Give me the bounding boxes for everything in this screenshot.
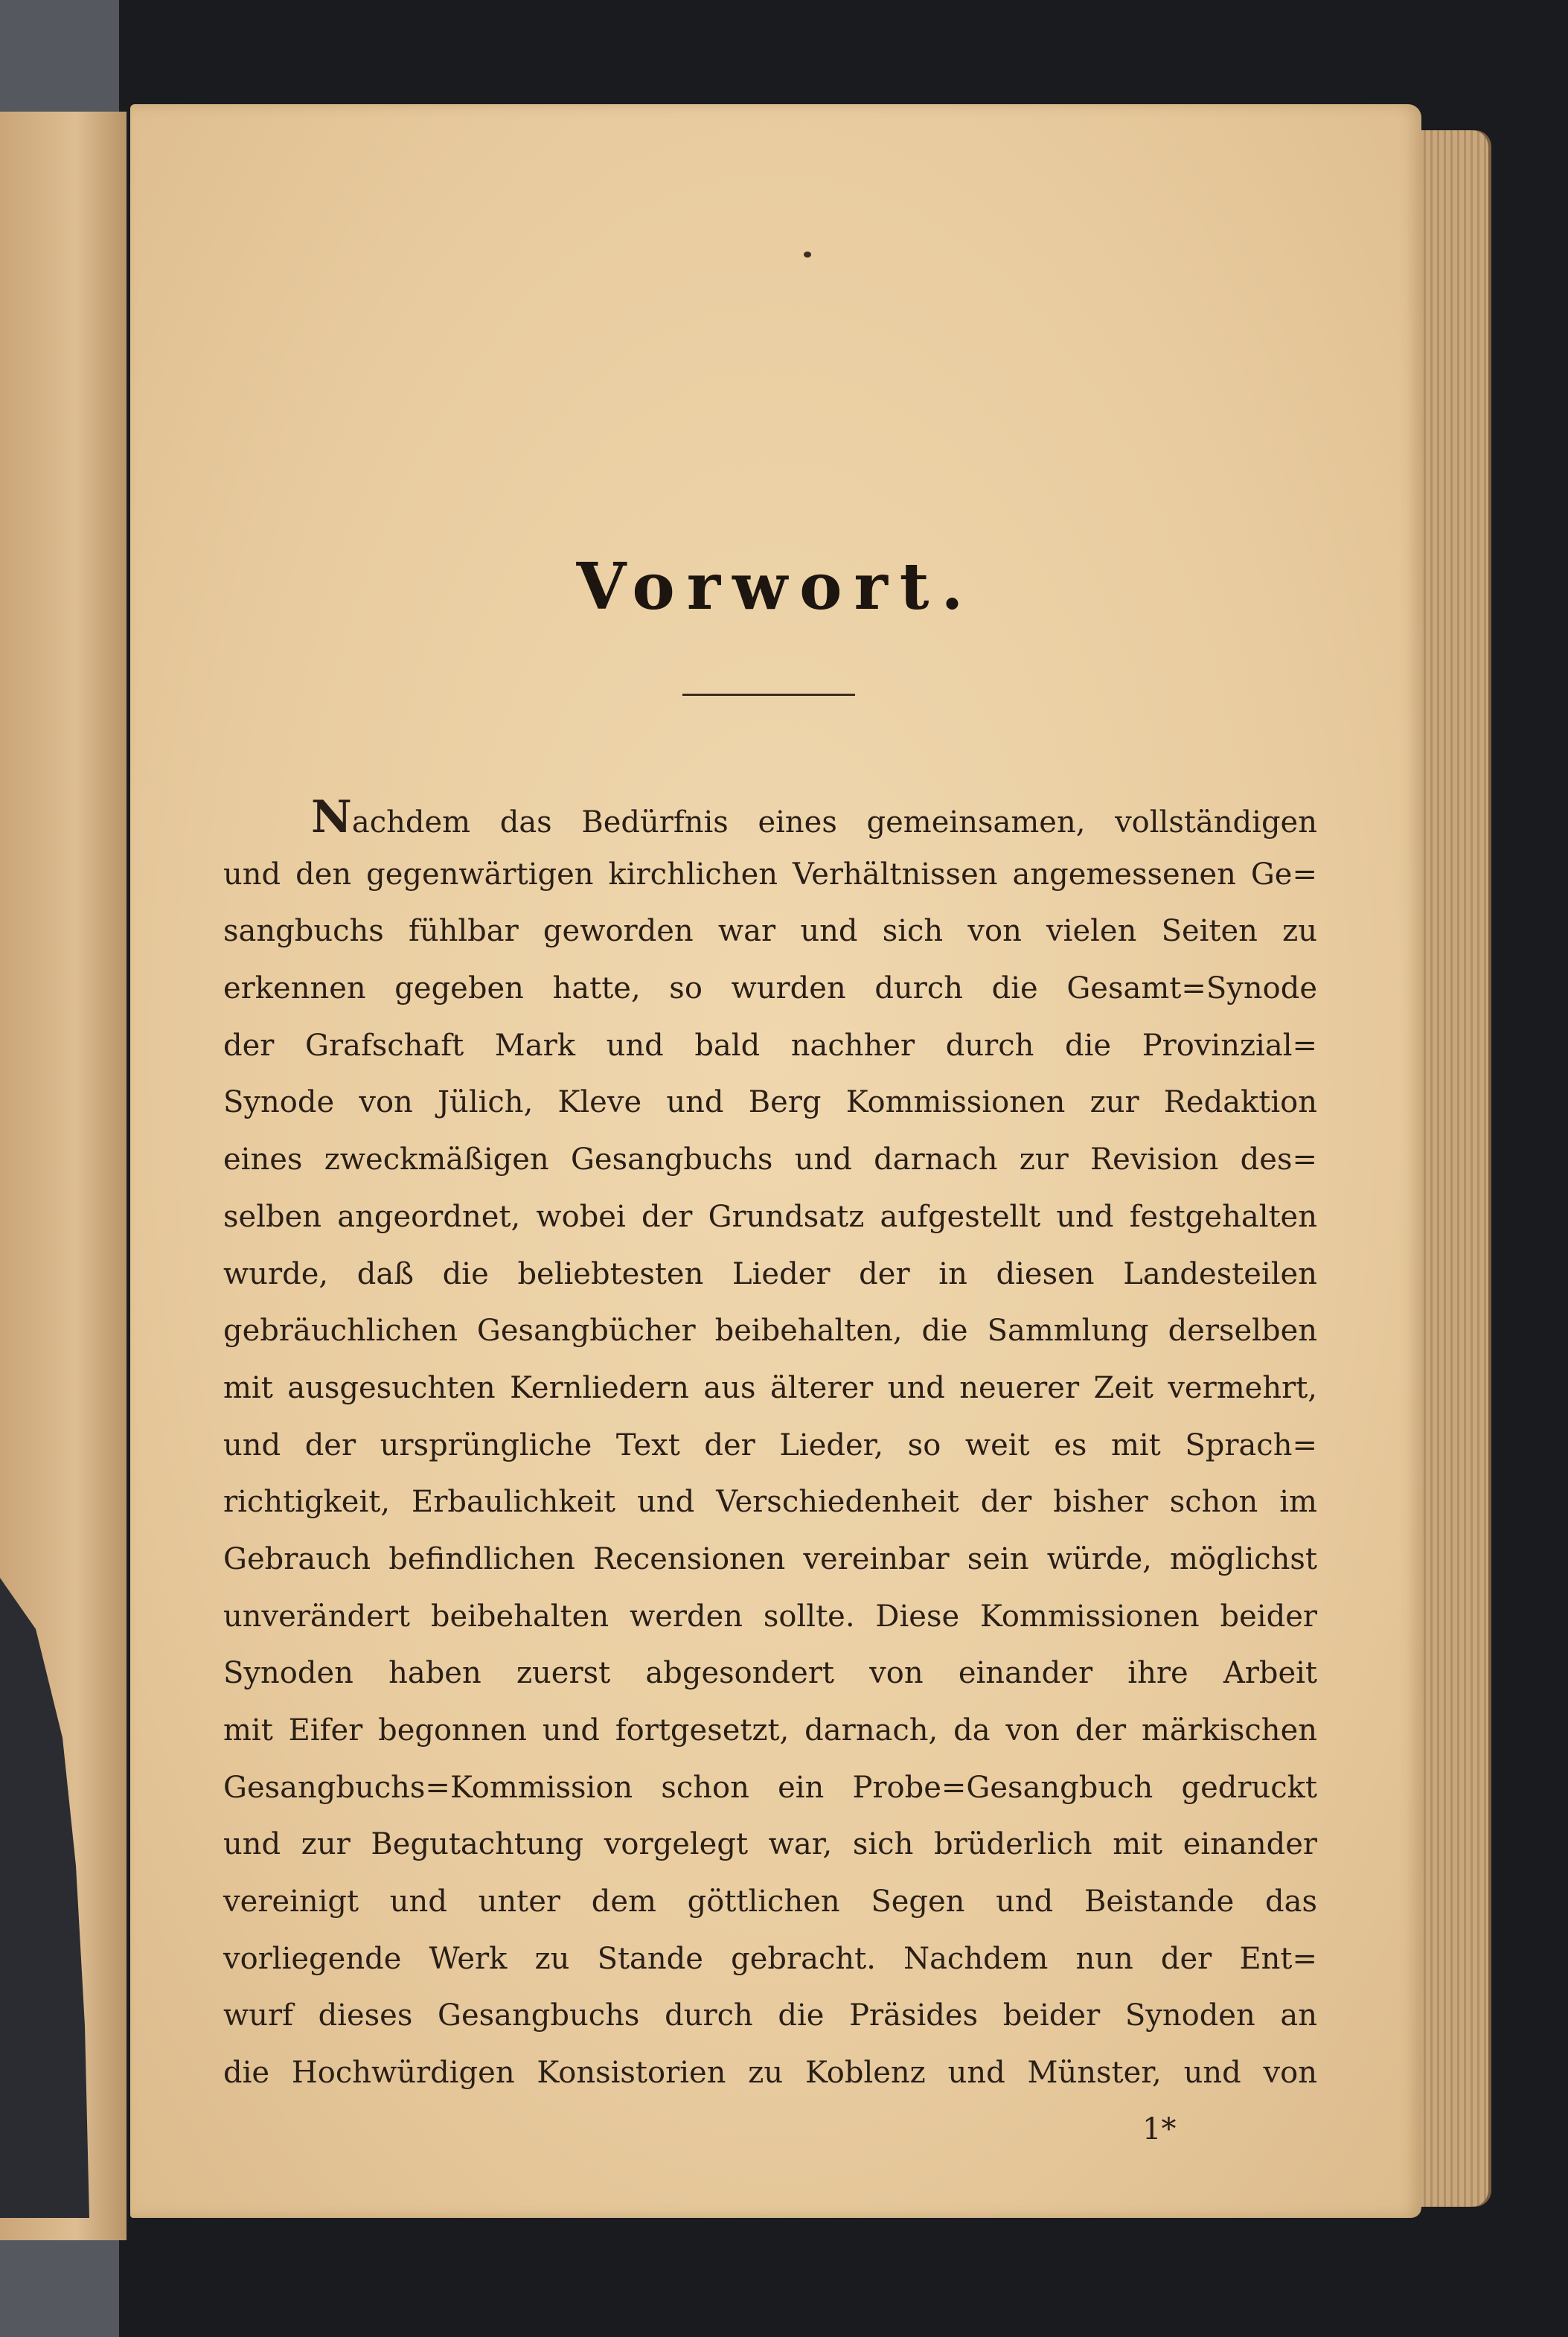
- text-line: Nachdem das Bedürfnis eines gemeinsamen, vollständigen: [311, 791, 1317, 843]
- text-line: Synoden haben zuerst abgesondert von einander ihre Arbeit: [223, 1656, 1317, 1691]
- text-line: richtigkeit, Erbaulichkeit und Verschiedenheit der bisher schon im: [223, 1485, 1317, 1520]
- signature-mark: 1*: [1142, 2112, 1177, 2146]
- page-title: Vorwort.: [576, 549, 976, 624]
- text-line: wurde, daß die beliebtesten Lieder der in diesen Landesteilen: [223, 1256, 1317, 1291]
- text-line: und den gegenwärtigen kirchlichen Verhältnissen angemessenen Ge=: [223, 857, 1317, 892]
- text-line: und der ursprüngliche Text der Lieder, so weit es mit Sprach=: [223, 1428, 1317, 1462]
- text-line: eines zweckmäßigen Gesangbuchs und darnach zur Revision des=: [223, 1142, 1317, 1177]
- text-line: Gebrauch befindlichen Recensionen vereinbar sein würde, möglichst: [223, 1541, 1317, 1576]
- text-line: wurf dieses Gesangbuchs durch die Präsides beider Synoden an: [223, 1998, 1317, 2033]
- text-line: vereinigt und unter dem göttlichen Segen und Beistande das: [223, 1884, 1317, 1919]
- text-line: mit Eifer begonnen und fortgesetzt, darnach, da von der märkischen: [223, 1713, 1317, 1748]
- book-page: [130, 104, 1421, 2218]
- text-line: Synode von Jülich, Kleve und Berg Kommissionen zur Redaktion: [223, 1085, 1317, 1120]
- text-line: Gesangbuchs=Kommission schon ein Probe=Gesangbuch gedruckt: [223, 1770, 1317, 1805]
- ink-speck: [804, 252, 811, 258]
- text-line: unverändert beibehalten werden sollte. Diese Kommissionen beider: [223, 1599, 1317, 1634]
- text-line: und zur Begutachtung vorgelegt war, sich brüderlich mit einander: [223, 1827, 1317, 1862]
- text-line: selben angeordnet, wobei der Grundsatz aufgestellt und festgehalten: [223, 1199, 1317, 1234]
- text-line: mit ausgesuchten Kernliedern aus älterer und neuerer Zeit vermehrt,: [223, 1370, 1317, 1405]
- text-line: die Hochwürdigen Konsistorien zu Koblenz und Münster, und von: [223, 2056, 1317, 2091]
- text-line: sangbuchs fühlbar geworden war und sich von vielen Seiten zu: [223, 914, 1317, 949]
- title-divider: [682, 694, 855, 696]
- text-line: der Grafschaft Mark und bald nachher durch die Provinzial=: [223, 1028, 1317, 1063]
- text-line: erkennen gegeben hatte, so wurden durch die Gesamt=Synode: [223, 971, 1317, 1006]
- body-text: [223, 789, 1317, 2102]
- text-line: vorliegende Werk zu Stande gebracht. Nachdem nun der Ent=: [223, 1941, 1317, 1976]
- text-line: gebräuchlichen Gesangbücher beibehalten, die Sammlung derselben: [223, 1314, 1317, 1349]
